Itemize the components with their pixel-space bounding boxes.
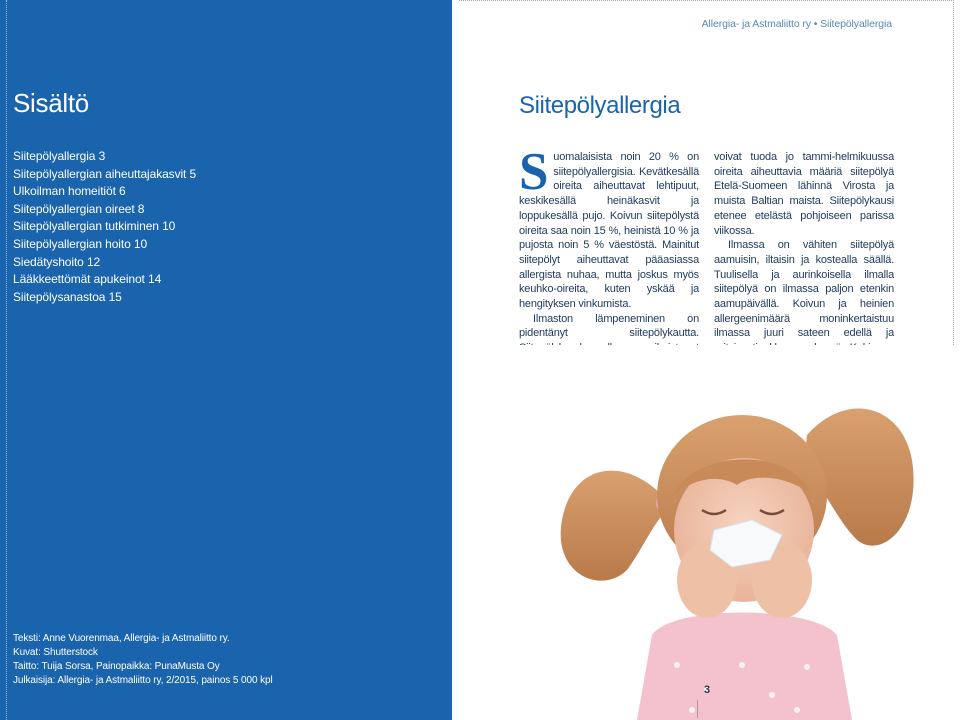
credit-line: Taitto: Tuija Sorsa, Painopaikka: PunaMusta Oy [13,661,220,672]
paragraph [519,143,699,312]
girl-sneezing-illustration [452,345,960,720]
paragraph: Ilmaston lämpeneminen on pidentänyt siitepölykautta. [519,312,699,340]
drop-cap: S [519,143,549,201]
toc-item[interactable]: Siitepölysanastoa 15 [13,289,122,304]
toc-item[interactable]: Lääkkeettömät apukeinot 14 [13,272,162,287]
toc-item[interactable]: Siitepölyallergian tutkiminen 10 [13,219,176,234]
page-number-rule [697,700,714,718]
toc-panel [0,0,452,720]
credits [13,632,273,688]
dotted-guide-right [953,0,954,345]
credit-line: Kuvat: Shutterstock [13,647,98,658]
dotted-guide-left [6,0,7,720]
page-number: 3 [703,684,711,696]
toc-item[interactable]: Siitepölyallergia 3 [13,149,106,163]
running-head: Allergia- ja Astmaliitto ry • Siitepölyallergia [701,18,892,30]
credit-line: Julkaisija: Allergia- ja Astmaliitto ry, 2/2015, painos 5 000 kpl [13,675,273,686]
photo-girl-sneezing [452,345,960,720]
paragraph: voivat tuoda jo tammi-helmikuussa oireita aiheuttavia määriä siitepölyä Etelä-Suomeen lähinnä Virosta ja muista Baltian maista. Siitepölykausi etenee etelästä pohjoiseen parissa viikossa. [714,151,894,237]
credit-line: Teksti: Anne Vuorenmaa, Allergia- ja Astmaliitto ry. [13,633,230,644]
paragraph-text: uomalaisista noin 20 % on siitepölyallergisia. Kevätkesällä oireita aiheuttavat lehtipuut, keskikesällä heinäkasvit ja loppukesällä pujo. Koivun siitepölystä oireita saa noin 15 %, heinistä 10 % ja pujosta noin 5 % väestöstä. Mainitut siitepölyt aiheuttavat pääasiassa allergista nuhaa, mutta joskus myös keuhko-oireita, kuten yskää ja hengityksen vinkumista. [519,151,699,311]
toc-title: Sisältö [13,88,89,118]
toc-item[interactable]: Siedätyshoito 12 [13,254,101,269]
toc-item[interactable]: Siitepölyallergian hoito 10 [13,236,148,251]
toc-item[interactable]: Ulkoilman homeitiöt 6 [13,184,126,199]
toc-list [13,148,196,306]
toc-item[interactable]: Siitepölyallergian aiheuttajakasvit 5 [13,166,197,181]
page-title: Siitepölyallergia [519,92,681,119]
dotted-guide-top [459,0,954,1]
toc-item[interactable]: Siitepölyallergian oireet 8 [13,201,145,216]
paragraph-text: Ilmassa on vähiten siitepölyä aamuisin, iltaisin ja kostealla säällä. Tuulisella ja aurinkoisella ilmalla siitepölyä on ilmassa paljon etenkin aamupäivällä. Koivun ja heinien allergeenimäärä moninkertaistuu ilmassa juuri sateen edellä ja [714,239,894,340]
